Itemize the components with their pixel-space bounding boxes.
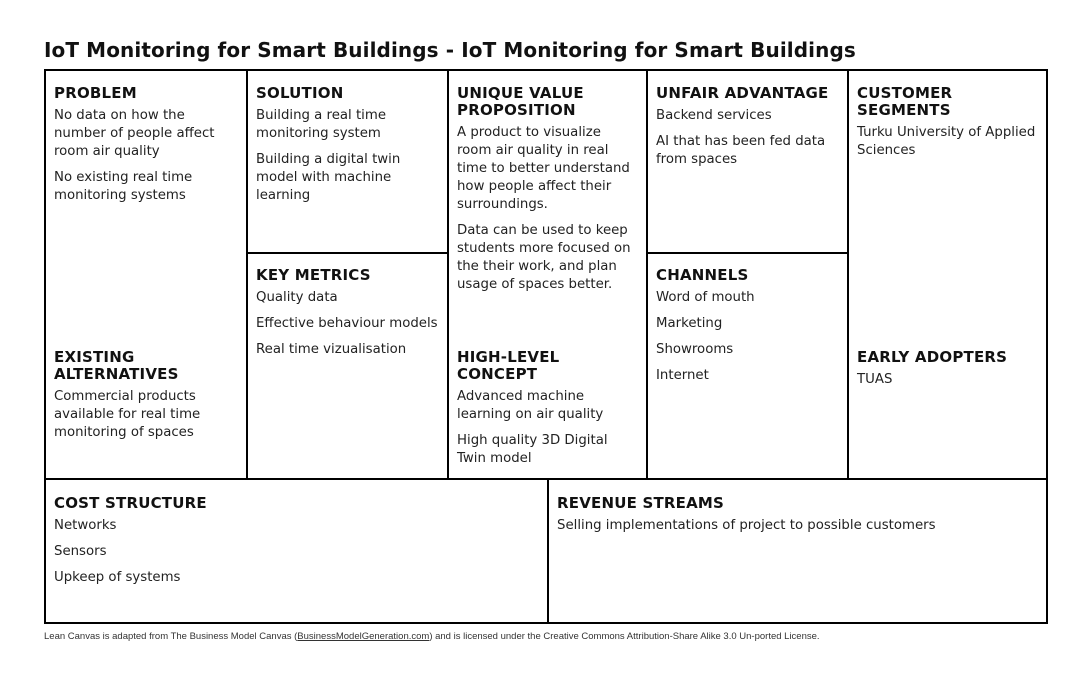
uvp-item: A product to visualize room air quality in real time to better understand how people affect their surroundings. [457,125,630,212]
existing-alternatives-block [46,349,246,450]
cost-structure-item: Networks [54,518,117,533]
business-model-generation-link[interactable]: BusinessModelGeneration.com [297,631,430,642]
uvp-block [449,85,646,302]
divider [646,252,849,254]
key-metrics-heading: KEY METRICS [256,266,371,284]
unfair-advantage-heading: UNFAIR ADVANTAGE [656,84,829,102]
unfair-advantage-item: Backend services [656,108,772,123]
unfair-advantage-block [648,85,847,177]
high-level-concept-heading: HIGH-LEVEL CONCEPT [457,348,560,383]
cost-structure-item: Sensors [54,544,107,559]
solution-block [248,85,447,213]
uvp-heading: UNIQUE VALUE PROPOSITION [457,84,584,119]
existing-alternatives-item: Commercial products available for real time monitoring of spaces [54,389,201,440]
problem-heading: PROBLEM [54,84,137,102]
customer-segments-block [849,85,1048,168]
key-metrics-item: Quality data [256,290,338,305]
uvp-item: Data can be used to keep students more focused on the their work, and plan usage of spaces better. [457,223,631,292]
problem-item: No existing real time monitoring systems [54,170,193,203]
channels-item: Word of mouth [656,290,755,305]
channels-item: Marketing [656,316,723,331]
key-metrics-block [248,267,447,367]
cost-structure-heading: COST STRUCTURE [54,494,207,512]
channels-heading: CHANNELS [656,266,749,284]
channels-block [648,267,847,393]
high-level-concept-item: High quality 3D Digital Twin model [457,433,608,466]
canvas-title: IoT Monitoring for Smart Buildings - IoT Monitoring for Smart Buildings [44,38,856,62]
footer-text: ) and is licensed under the Creative Commons Attribution-Share Alike 3.0 Un-ported License. [429,631,820,642]
customer-segments-item: Turku University of Applied Sciences [857,125,1036,158]
key-metrics-item: Real time vizualisation [256,342,407,357]
high-level-concept-block [449,349,646,476]
solution-heading: SOLUTION [256,84,344,102]
revenue-streams-heading: REVENUE STREAMS [557,494,725,512]
channels-item: Showrooms [656,342,734,357]
lean-canvas-grid [44,69,1048,624]
cost-structure-item: Upkeep of systems [54,570,181,585]
license-footer [44,631,820,642]
unfair-advantage-item: AI that has been fed data from spaces [656,134,826,167]
key-metrics-item: Effective behaviour models [256,316,438,331]
early-adopters-heading: EARLY ADOPTERS [857,348,1008,366]
revenue-streams-item: Selling implementations of project to possible customers [557,518,936,533]
early-adopters-item: TUAS [857,372,893,387]
early-adopters-block [849,349,1048,397]
solution-item: Building a digital twin model with machine learning [256,152,401,203]
problem-block [46,85,246,213]
cost-structure-block [46,495,547,595]
existing-alternatives-heading: EXISTING ALTERNATIVES [54,348,179,383]
customer-segments-heading: CUSTOMER SEGMENTS [857,84,953,119]
revenue-streams-block [549,495,1048,543]
channels-item: Internet [656,368,709,383]
problem-item: No data on how the number of people affect room air quality [54,108,215,159]
high-level-concept-item: Advanced machine learning on air quality [457,389,604,422]
solution-item: Building a real time monitoring system [256,108,387,141]
divider [246,252,447,254]
footer-text: Lean Canvas is adapted from The Business Model Canvas ( [44,631,298,642]
